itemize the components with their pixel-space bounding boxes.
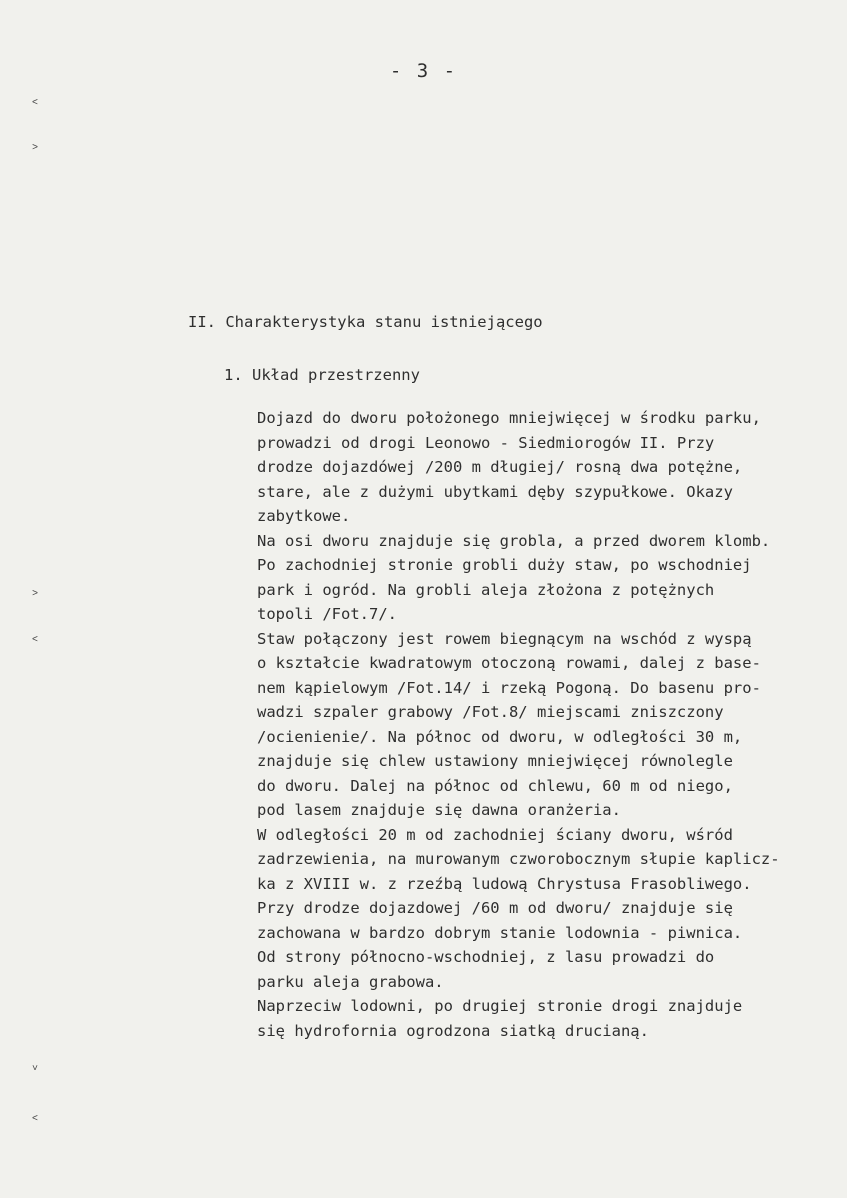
- text-line: Przy drodze dojazdowej /60 m od dworu/ znajduje się: [257, 899, 733, 917]
- margin-tick-mark: ˂: [32, 634, 39, 645]
- text-line: Staw połączony jest rowem biegnącym na wschód z wyspą: [257, 629, 752, 648]
- margin-tick-mark: ˃: [32, 588, 39, 599]
- text-line: stare, ale z dużymi ubytkami dęby szypułkowe. Okazy: [257, 482, 733, 501]
- text-line: zadrzewienia, na murowanym czworobocznym słupie kaplicz-: [257, 850, 780, 868]
- text-line: się hydrofornia ogrodzona siatką drucianą.: [257, 1021, 649, 1040]
- text-line: do dworu. Dalej na północ od chlewu, 60 m od niego,: [257, 776, 733, 795]
- text-line: Od strony północno-wschodniej, z lasu prowadzi do: [257, 948, 715, 966]
- text-line: park i ogród. Na grobli aleja złożona z potężnych: [257, 580, 715, 599]
- section-title: II. Charakterystyka stanu istniejącego: [188, 313, 543, 331]
- text-line: W odległości 20 m od zachodniej ściany dworu, wśród: [257, 825, 733, 844]
- text-line: zachowana w bardzo dobrym stanie lodownia - piwnica.: [257, 923, 743, 942]
- text-line: znajduje się chlew ustawiony mniejwięcej równolegle: [257, 752, 733, 770]
- body-text: [257, 406, 847, 1043]
- text-line: /ocienienie/. Na północ od dworu, w odległości 30 m,: [257, 727, 743, 746]
- text-line: Dojazd do dworu położonego mniejwięcej w środku parku,: [257, 409, 761, 427]
- margin-tick-mark: ˂: [32, 97, 39, 108]
- text-line: prowadzi od drogi Leonowo - Siedmiorogów II. Przy: [257, 433, 715, 452]
- text-line: ka z XVIII w. z rzeźbą ludową Chrystusa Frasobliwego.: [257, 874, 752, 893]
- subsection-title: 1. Układ przestrzenny: [224, 366, 420, 384]
- text-line: o kształcie kwadratowym otoczoną rowami, dalej z base-: [257, 654, 761, 672]
- text-line: pod lasem znajduje się dawna oranżeria.: [257, 801, 621, 819]
- margin-tick-mark: ˅: [32, 1063, 39, 1074]
- text-line: zabytkowe.: [257, 507, 351, 525]
- margin-tick-mark: ˂: [32, 1113, 39, 1124]
- text-line: nem kąpielowym /Fot.14/ i rzeką Pogoną. Do basenu pro-: [257, 678, 761, 697]
- margin-tick-mark: ˃: [32, 142, 39, 153]
- text-line: wadzi szpaler grabowy /Fot.8/ miejscami zniszczony: [257, 703, 724, 721]
- text-line: topoli /Fot.7/.: [257, 605, 397, 623]
- page-number: - 3 -: [389, 60, 458, 82]
- text-line: parku aleja grabowa.: [257, 972, 444, 991]
- text-line: Po zachodniej stronie grobli duży staw, po wschodniej: [257, 556, 752, 574]
- text-line: Naprzeciw lodowni, po drugiej stronie drogi znajduje: [257, 997, 743, 1015]
- text-line: drodze dojazdówej /200 m długiej/ rosną dwa potężne,: [257, 458, 743, 476]
- text-line: Na osi dworu znajduje się grobla, a przed dworem klomb.: [257, 531, 771, 550]
